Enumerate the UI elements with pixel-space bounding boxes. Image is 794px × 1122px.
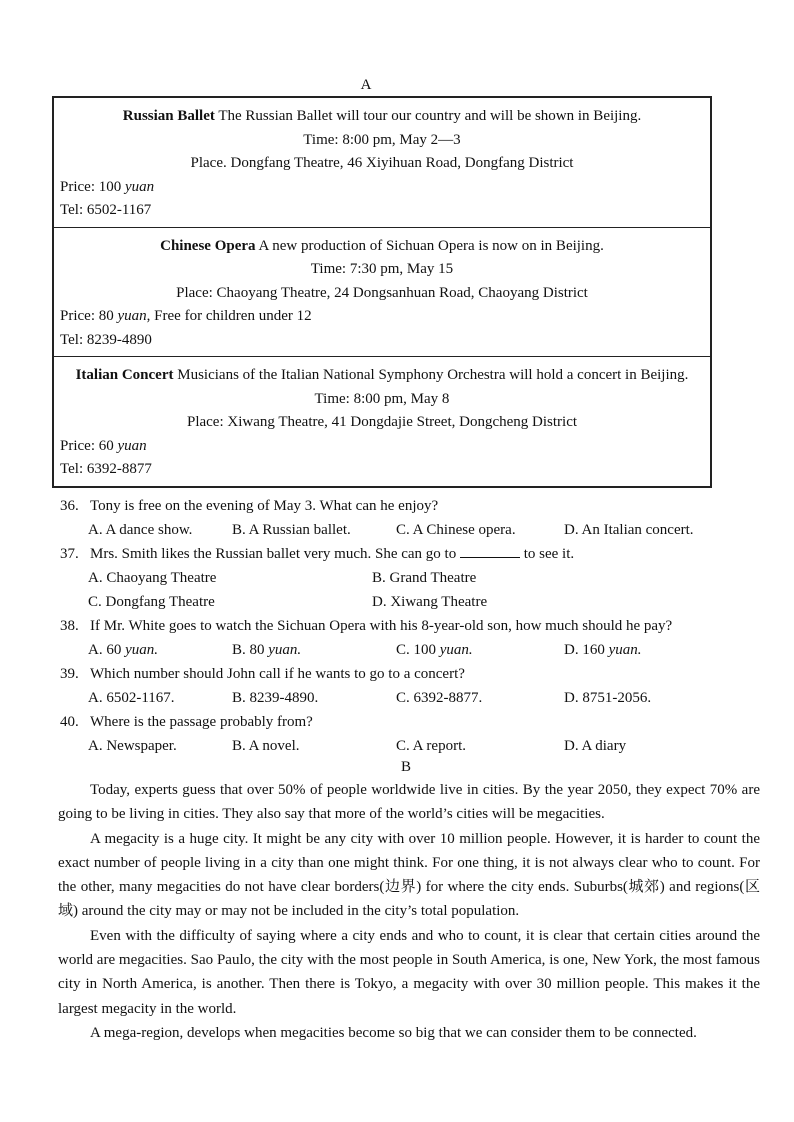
ad-tel: Tel: 8239-4890 bbox=[60, 331, 152, 348]
question-40: 40. Where is the passage probably from? bbox=[60, 714, 313, 730]
option-b[interactable]: B. A novel. bbox=[232, 738, 300, 754]
option-c[interactable]: C. A Chinese opera. bbox=[396, 522, 516, 538]
option-c[interactable]: C. 100 yuan. bbox=[396, 642, 473, 658]
paragraph: A mega-region, develops when megacities become so big that we can consider them to be connected. bbox=[90, 1024, 697, 1041]
question-40-options bbox=[60, 734, 740, 758]
question-36: 36. Tony is free on the evening of May 3. What can he enjoy? bbox=[60, 498, 439, 514]
option-b[interactable]: B. 80 yuan. bbox=[232, 642, 302, 658]
question-37: 37. Mrs. Smith likes the Russian ballet very much. She can go to to see it. bbox=[60, 542, 740, 566]
ad-tel: Tel: 6392-8877 bbox=[60, 461, 152, 477]
option-a[interactable]: A. Chaoyang Theatre bbox=[88, 570, 217, 586]
ad-title: Russian Ballet bbox=[122, 108, 215, 124]
ad-time: Time: 8:00 pm, May 8 bbox=[314, 390, 450, 407]
option-b[interactable]: B. A Russian ballet. bbox=[232, 522, 351, 538]
option-b[interactable]: B. Grand Theatre bbox=[372, 570, 477, 586]
ad-italian-concert bbox=[54, 356, 710, 486]
ad-intro: Musicians of the Italian National Symphony Orchestra will hold a concert in Beijing. bbox=[177, 367, 689, 383]
ad-intro: A new production of Sichuan Opera is now on in Beijing. bbox=[258, 237, 604, 254]
answer-blank[interactable] bbox=[460, 543, 520, 558]
question-37-options-row1 bbox=[60, 566, 740, 590]
ad-russian-ballet bbox=[54, 98, 710, 227]
option-c[interactable]: C. Dongfang Theatre bbox=[88, 594, 215, 610]
ad-place: Place: Xiwang Theatre, 41 Dongdajie Street, Dongcheng District bbox=[186, 414, 578, 430]
question-38: 38. If Mr. White goes to watch the Sichuan Opera with his 8-year-old son, how much should he pay? bbox=[60, 618, 673, 634]
ad-chinese-opera bbox=[54, 227, 710, 357]
ads-box bbox=[52, 96, 712, 488]
section-b-letter: B bbox=[400, 759, 411, 775]
ad-price: Price: 80 yuan, Free for children under 12 bbox=[60, 308, 312, 324]
ad-place: Place. Dongfang Theatre, 46 Xiyihuan Road, Dongfang District bbox=[190, 155, 574, 171]
option-a[interactable]: A. A dance show. bbox=[88, 522, 193, 538]
ad-price: Price: 100 yuan bbox=[60, 178, 155, 195]
ad-intro: The Russian Ballet will tour our country and will be shown in Beijing. bbox=[218, 108, 642, 124]
option-d[interactable]: D. Xiwang Theatre bbox=[372, 594, 488, 610]
paragraph: A megacity is a huge city. It might be any city with over 10 million people. However, it is harder to count the exact number of people living in a city than one might think. For one thing, it is not always clear who to count. For the other, many megacities do not have clear borders(边界) for where the city ends. Suburbs(城郊) and regions(区域) around the city may or may not be included in the city’s total population. bbox=[58, 830, 760, 920]
option-a[interactable]: A. Newspaper. bbox=[88, 738, 177, 754]
ad-title: Italian Concert bbox=[75, 367, 174, 383]
option-a[interactable]: A. 6502-1167. bbox=[88, 690, 175, 706]
ad-place: Place: Chaoyang Theatre, 24 Dongsanhuan Road, Chaoyang District bbox=[176, 284, 588, 301]
ad-tel: Tel: 6502-1167 bbox=[60, 202, 152, 218]
ad-title: Chinese Opera bbox=[160, 237, 256, 254]
option-c[interactable]: C. A report. bbox=[396, 738, 466, 754]
question-38-options bbox=[60, 638, 740, 662]
option-d[interactable]: D. An Italian concert. bbox=[564, 522, 694, 538]
question-37-options-row2 bbox=[60, 590, 740, 614]
section-a-letter: A bbox=[360, 77, 372, 93]
question-36-options bbox=[60, 518, 740, 542]
option-d[interactable]: D. A diary bbox=[564, 738, 627, 754]
ad-time: Time: 8:00 pm, May 2—3 bbox=[303, 131, 461, 148]
question-39: 39. Which number should John call if he wants to go to a concert? bbox=[60, 666, 465, 682]
ad-price: Price: 60 yuan bbox=[60, 437, 147, 454]
passage-b bbox=[58, 778, 760, 1045]
option-c[interactable]: C. 6392-8877. bbox=[396, 690, 483, 706]
question-39-options bbox=[60, 686, 740, 710]
option-d[interactable]: D. 8751-2056. bbox=[564, 690, 652, 706]
question-list bbox=[60, 494, 740, 758]
paragraph: Even with the difficulty of saying where a city ends and who to count, it is clear that certain cities around the world are megacities. Sao Paulo, the city with the most people in South America, is one, New York, the most famous city in North America, is another. Then there is Tokyo, a megacity with over 30 million people. This makes it the largest megacity in the world. bbox=[58, 927, 760, 1017]
paragraph: Today, experts guess that over 50% of people worldwide live in cities. By the year 2050, they expect 70% are going to be living in cities. They also say that more of the world’s cities will be megacities. bbox=[58, 782, 760, 823]
option-b[interactable]: B. 8239-4890. bbox=[232, 690, 319, 706]
option-d[interactable]: D. 160 yuan. bbox=[564, 642, 642, 658]
option-a[interactable]: A. 60 yuan. bbox=[88, 642, 159, 658]
ad-time: Time: 7:30 pm, May 15 bbox=[310, 261, 454, 277]
